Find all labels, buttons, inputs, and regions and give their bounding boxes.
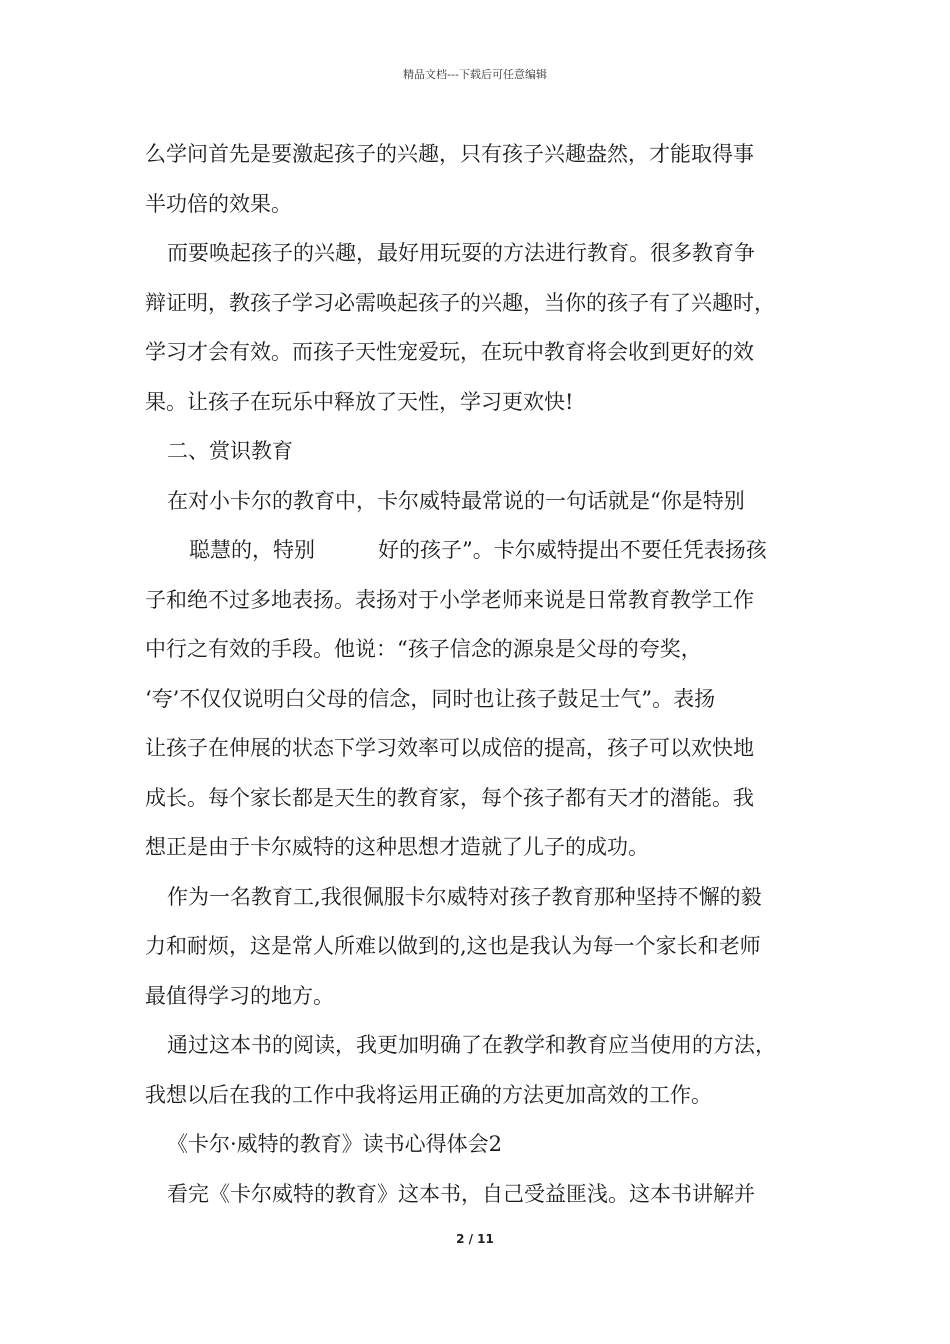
text-line: 让孩子在伸展的状态下学习效率可以成倍的提高，孩子可以欢快地 bbox=[145, 736, 754, 760]
text-line: 想正是由于卡尔威特的这种思想才造就了儿子的成功。 bbox=[145, 835, 649, 859]
text-line: 果。让孩子在玩乐中释放了天性，学习更欢快! bbox=[145, 389, 574, 414]
text-line: 么学问首先是要激起孩子的兴趣，只有孩子兴趣盎然，才能取得事 bbox=[145, 142, 754, 166]
text-line: ‘夸’不仅仅说明白父母的信念，同时也让孩子鼓足士气”。表扬 bbox=[145, 686, 716, 711]
text-line: 二、赏识教育 bbox=[167, 439, 293, 463]
document-body bbox=[145, 130, 825, 1219]
text-line: 成长。每个家长都是天生的教育家，每个孩子都有天才的潜能。我 bbox=[145, 785, 754, 810]
text-line: 中行之有效的手段。他说：“孩子信念的源泉是父母的夸奖， bbox=[145, 637, 702, 661]
page-number: 2 / 11 bbox=[456, 1232, 494, 1246]
text-line: 《卡尔·威特的教育》读书心得体会2 bbox=[167, 1132, 503, 1156]
text-line: 作为一名教育工,我很佩服卡尔威特对孩子教育那种坚持不懈的毅 bbox=[167, 884, 762, 909]
text-line: 看完《卡尔威特的教育》这本书，自己受益匪浅。这本书讲解并 bbox=[167, 1181, 755, 1206]
text-line: 辩证明，教孩子学习必需唤起孩子的兴趣，当你的孩子有了兴趣时， bbox=[145, 290, 775, 315]
text-line: 通过这本书的阅读，我更加明确了在教学和教育应当使用的方法， bbox=[167, 1033, 776, 1057]
page-header: 精品文档---下载后可任意编辑 bbox=[403, 68, 547, 81]
text-line: 子和绝不过多地表扬。表扬对于小学老师来说是日常教育教学工作 bbox=[145, 587, 754, 612]
text-line: 学习才会有效。而孩子天性宠爱玩，在玩中教育将会收到更好的效 bbox=[145, 340, 754, 364]
text-line: 我想以后在我的工作中我将运用正确的方法更加高效的工作。 bbox=[145, 1082, 712, 1107]
text-line: 半功倍的效果。 bbox=[145, 191, 292, 216]
text-line: 而要唤起孩子的兴趣，最好用玩耍的方法进行教育。很多教育争 bbox=[167, 241, 755, 265]
text-line: 在对小卡尔的教育中，卡尔威特最常说的一句话就是“你是特别 bbox=[167, 488, 745, 513]
text-line: 力和耐烦，这是常人所难以做到的,这也是我认为每一个家长和老师 bbox=[145, 934, 761, 958]
text-line: 最值得学习的地方。 bbox=[145, 983, 334, 1008]
text-line: 聪慧的，特别 好的孩子”。卡尔威特提出不要任凭表扬孩 bbox=[189, 538, 767, 562]
